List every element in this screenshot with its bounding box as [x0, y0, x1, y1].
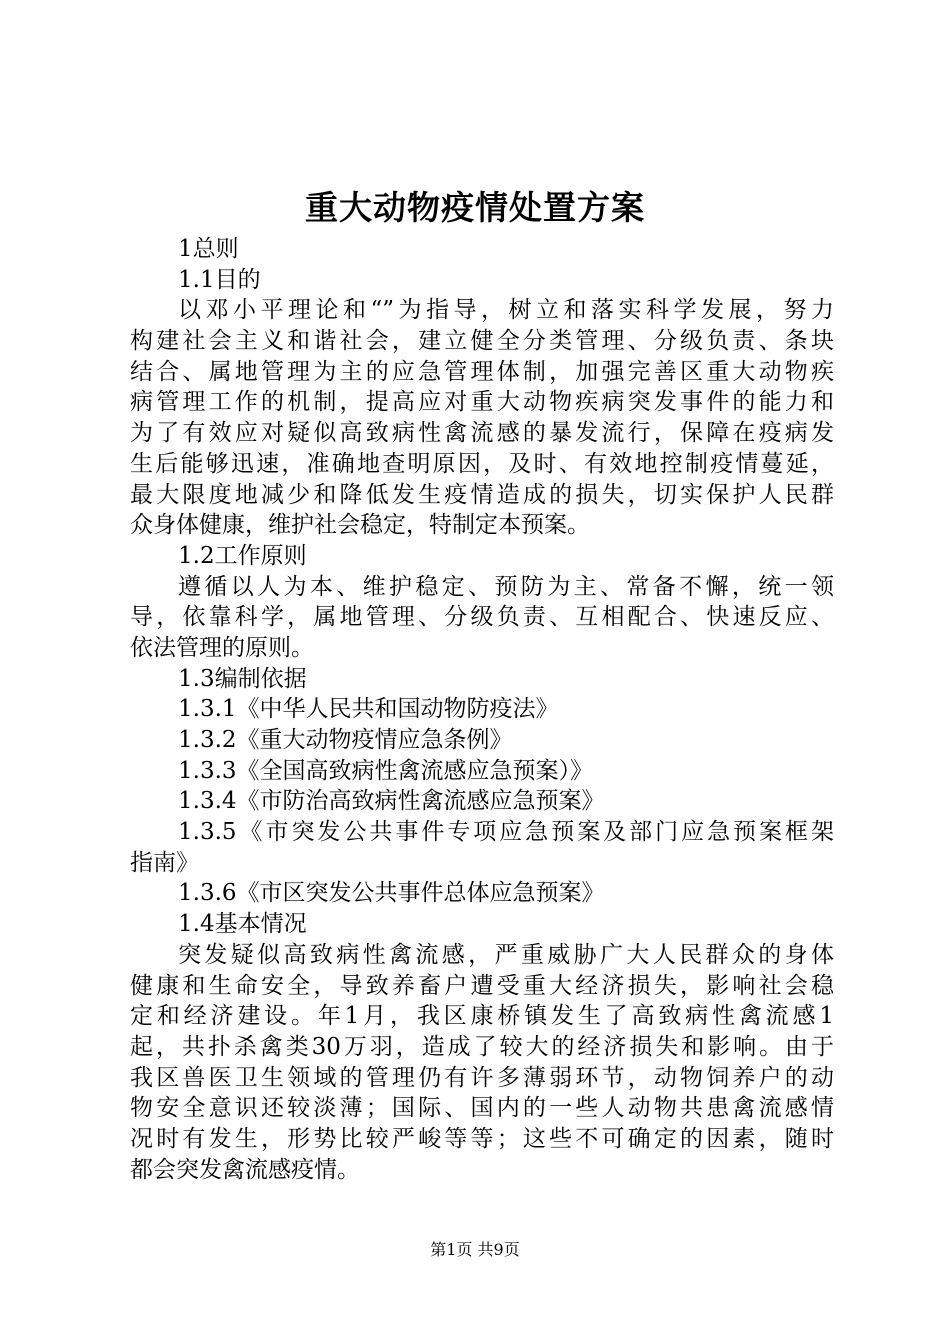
text-line: 1.4基本情况	[178, 911, 307, 938]
text-line: 1.3.2《重大动物疫情应急条例》	[178, 727, 513, 753]
text-line: 遵循以人为本、维护稳定、预防为主、常备不懈，统一领	[178, 573, 834, 600]
text-line: 指南》	[130, 849, 199, 876]
page-footer: 第1页 共9页	[430, 1240, 520, 1259]
text-line: 突发疑似高致病性禽流感，严重威胁广大人民群众的身体	[178, 941, 834, 968]
text-line: 1.3.4《市防治高致病性禽流感应急预案》	[178, 788, 605, 815]
text-line: 依法管理的原则。	[130, 634, 314, 661]
text-line: 定和经济建设。年1月，我区康桥镇发生了高致病性禽流感1	[130, 1003, 834, 1030]
text-line: 众身体健康，维护社会稳定，特制定本预案。	[130, 512, 590, 539]
text-line: 1.3.6《市区突发公共事件总体应急预案》	[178, 880, 605, 907]
text-line: 1.3.3《全国高致病性禽流感应急预案）》	[178, 757, 594, 784]
text-line: 以邓小平理论和“”为指导，树立和落实科学发展，努力	[178, 297, 834, 324]
text-line: 健康和生命安全，导致养畜户遭受重大经济损失，影响社会稳	[130, 972, 834, 999]
text-line: 最大限度地减少和降低发生疫情造成的损失，切实保护人民群	[130, 481, 834, 508]
text-line: 生后能够迅速，准确地查明原因，及时、有效地控制疫情蔓延，	[130, 450, 834, 477]
text-line: 构建社会主义和谐社会，建立健全分类管理、分级负责、条块	[130, 328, 834, 355]
text-line: 都会突发禽流感疫情。	[130, 1156, 360, 1183]
text-line: 物安全意识还较淡薄；国际、国内的一些人动物共患禽流感情	[130, 1095, 834, 1122]
text-line: 病管理工作的机制，提高应对重大动物疾病突发事件的能力和	[130, 389, 834, 416]
text-line: 1.1目的	[178, 266, 261, 293]
text-line: 导，依靠科学，属地管理、分级负责、互相配合、快速反应、	[130, 604, 834, 631]
text-line: 1总则	[178, 236, 239, 262]
text-line: 为了有效应对疑似高致病性禽流感的暴发流行，保障在疫病发	[130, 420, 834, 447]
text-line: 结合、属地管理为主的应急管理体制，加强完善区重大动物疾	[130, 358, 834, 385]
text-line: 我区兽医卫生领域的管理仍有许多薄弱环节，动物饲养户的动	[130, 1064, 834, 1091]
text-line: 1.3.1《中华人民共和国动物防疫法》	[178, 696, 559, 723]
document-body	[130, 234, 834, 1185]
text-line: 况时有发生，形势比较严峻等等；这些不可确定的因素，随时	[130, 1125, 834, 1152]
text-line: 1.3编制依据	[178, 665, 307, 692]
text-line: 起，共扑杀禽类30万羽，造成了较大的经济损失和影响。由于	[130, 1033, 834, 1060]
text-line: 1.3.5《市突发公共事件专项应急预案及部门应急预案框架	[178, 819, 834, 846]
text-line: 1.2工作原则	[178, 542, 307, 569]
document-title: 重大动物疫情处置方案	[305, 188, 645, 227]
